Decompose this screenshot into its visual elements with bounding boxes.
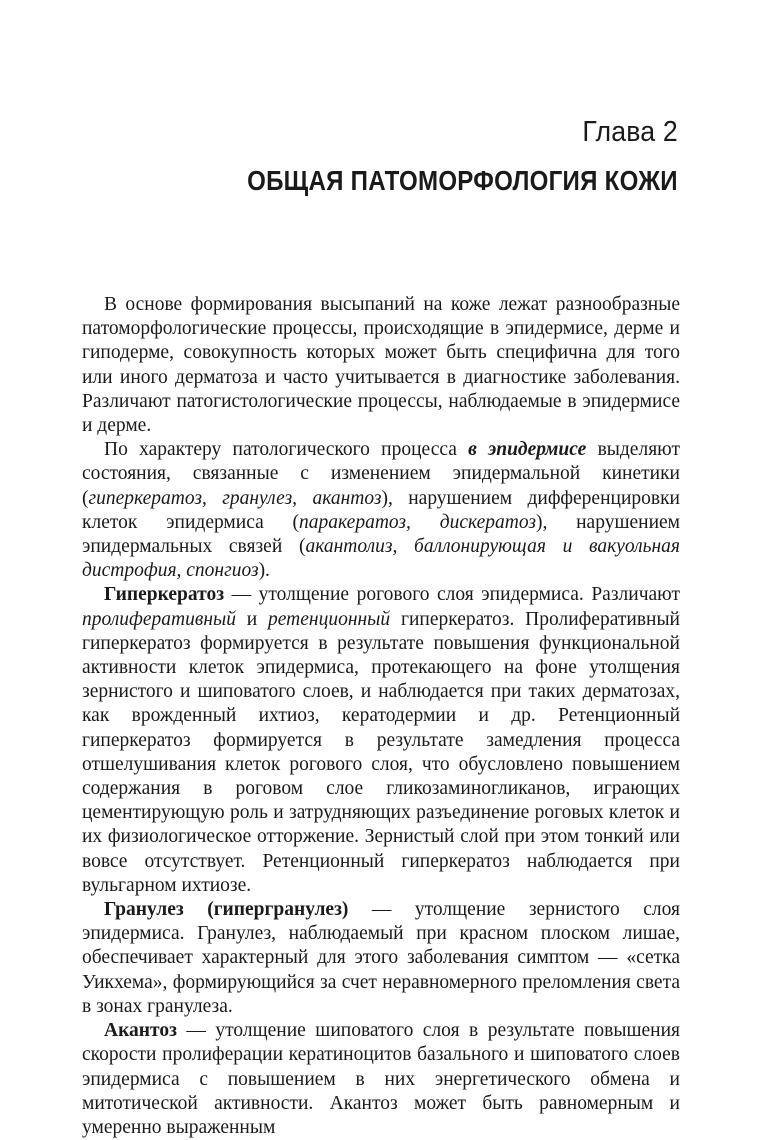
text-run: ). bbox=[258, 560, 270, 582]
paragraph-granulosis bbox=[82, 898, 680, 1019]
italic-term-list: акантолиз, баллонирующая и вакуольная дистрофия, спонгиоз bbox=[82, 536, 680, 582]
text-run: гиперкератоз. Пролиферативный гиперкератоз формируется в результате повышения функциональной активности клеток эпидермиса, протекающего на фоне утолщения зернистого и шиповатого слоев, и наблюдается при таких дерматозах, как врожденный ихтиоз, кератодермии и др. Ретенционный гиперкератоз формируется в результате замедления процесса отшелушивания клеток рогового слоя, что обусловлено повышением содержания в роговом слое гликозаминогликанов, играющих цементирующую роль и затрудняющих разъединение роговых клеток и их физиологическое отторжение. Зернистый слой при этом тонкий или вовсе отсутствует. Ретенционный гиперкератоз наблюдается при вульгарном ихтиозе. bbox=[82, 608, 680, 896]
text-run: По характеру патологического процесса bbox=[104, 439, 469, 461]
text-run: — утолщение шиповатого слоя в результате повышения скорости пролиферации кератиноцитов базального и шиповатого слоев эпидермиса с повышением в них энергетического обмена и митотической активности. Акантоз может быть равномерным и умеренно выраженным bbox=[82, 1020, 680, 1138]
paragraph-hyperkeratosis bbox=[82, 583, 680, 898]
body-text bbox=[82, 293, 680, 1140]
emphasis-epidermis: в эпидермисе bbox=[468, 439, 587, 461]
text-run: — утолщение рогового слоя эпидермиса. Различают bbox=[224, 584, 680, 606]
chapter-label: Глава 2 bbox=[582, 116, 678, 148]
text-run: и bbox=[235, 608, 269, 630]
text-run: ), нарушением эпидермальных связей ( bbox=[82, 511, 680, 558]
intro-text: В основе формирования высыпаний на коже лежат разнообразные патоморфологические процессы, происходящие в эпидермисе, дерме и гиподерме, совокупность которых может быть специфична для того или иного дерматоза и часто учитывается в диагностике заболевания. Различают патогистологические процессы, наблюдаемые в эпидермисе и дерме. bbox=[82, 294, 680, 437]
italic-term: ретенционный bbox=[268, 608, 391, 630]
paragraph-intro bbox=[82, 293, 680, 438]
text-run: выделяют состояния, связанные с изменением эпидермальной кинетики ( bbox=[82, 439, 680, 509]
italic-term-list: паракератоз, дискератоз bbox=[299, 511, 536, 533]
chapter-title: ОБЩАЯ ПАТОМОРФОЛОГИЯ КОЖИ bbox=[247, 165, 678, 196]
paragraph-epidermis-processes bbox=[82, 438, 680, 583]
italic-term: пролиферативный bbox=[82, 608, 236, 630]
text-run: — утолщение зернистого слоя эпидермиса. Гранулез, наблюдаемый при красном плоском лишае, обеспечивает характерный для этого заболевания симптом — «сетка Уикхема», формирующийся за счет неравномерного преломления света в зонах гранулеза. bbox=[82, 899, 680, 1017]
term-granulosis: Гранулез (гипергранулез) bbox=[104, 899, 349, 921]
term-acanthosis: Акантоз bbox=[104, 1020, 177, 1042]
term-hyperkeratosis: Гиперкератоз bbox=[104, 584, 225, 606]
italic-term-list: гиперкератоз, гранулез, акантоз bbox=[88, 487, 382, 509]
text-run: ), нарушением дифференцировки клеток эпидермиса ( bbox=[82, 487, 680, 533]
